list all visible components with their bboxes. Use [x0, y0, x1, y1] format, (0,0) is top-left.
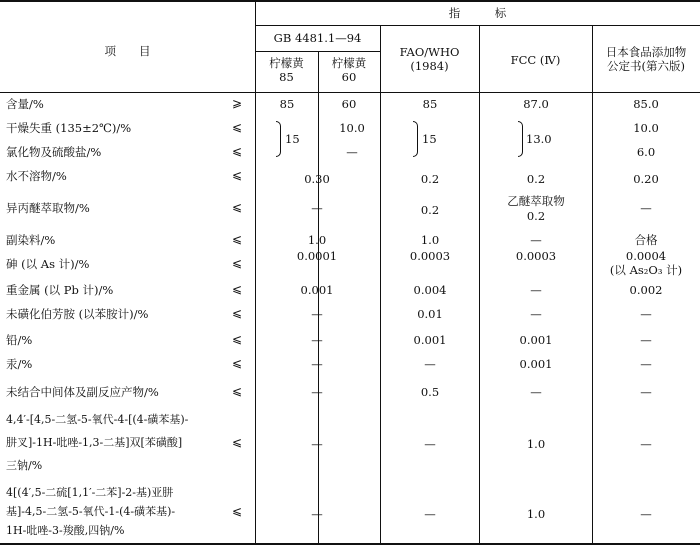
cell-fao: —	[424, 437, 436, 451]
cell-gb: 0.30	[304, 172, 330, 186]
header-lemon85	[255, 56, 318, 84]
cell-jp: —	[640, 385, 652, 399]
table-rule	[479, 25, 480, 545]
cell-fao: 15	[422, 132, 437, 146]
row-symbol: ⩽	[232, 384, 243, 398]
row-label: 未磺化伯芳胺 (以苯胺计)/%	[6, 307, 149, 321]
row-label-line1: 4[(4′,5-二硫[1,1′-二苯]-2-基)亚肼	[6, 486, 174, 499]
row-label: 副染料/%	[6, 233, 56, 247]
row-label-line2: 基]-4,5-二氢-5-氧代-1-(4-磺苯基)-	[6, 505, 176, 518]
row-symbol: ⩽	[232, 435, 243, 449]
cell-gb: —	[311, 307, 323, 321]
cell-fcc-line1: 乙醚萃取物	[507, 194, 565, 208]
cell-gb60: —	[346, 145, 358, 159]
cell-gb: 0.001	[300, 283, 334, 297]
row-symbol: ⩽	[232, 232, 243, 246]
cell-gb: —	[311, 201, 323, 215]
cell-jp: —	[640, 437, 652, 451]
row-label-line2: 肼叉]-1H-吡唑-1,3-二基]双[苯磺酸]	[6, 436, 183, 449]
row-label-line3: 三钠/%	[6, 459, 43, 472]
row-label: 砷 (以 As 计)/%	[6, 257, 90, 271]
row-label: 重金属 (以 Pb 计)/%	[6, 283, 114, 297]
cell-gb: —	[311, 385, 323, 399]
cell-jp-line2: (以 As₂O₃ 计)	[609, 263, 683, 277]
cell-fcc: 1.0	[526, 437, 546, 451]
cell-fao: —	[424, 357, 436, 371]
cell-fao: 0.001	[413, 333, 447, 347]
row-label: 氯化物及硫酸盐/%	[6, 145, 102, 159]
header-lemon85-line1: 柠檬黄	[269, 56, 304, 70]
cell-jp: 6.0	[636, 145, 656, 159]
cell-gb: —	[311, 333, 323, 347]
header-item: 项 目	[104, 44, 151, 58]
cell-jp: 0.002	[629, 283, 663, 297]
header-fao-line2: (1984)	[410, 59, 449, 73]
header-lemon85-line2: 85	[279, 70, 294, 84]
row-label: 铅/%	[6, 333, 33, 347]
cell-fcc-line2: 0.2	[526, 209, 546, 223]
header-lemon60	[318, 56, 380, 84]
header-index: 指 标	[448, 6, 507, 20]
row-label: 干燥失重 (135±2℃)/%	[6, 121, 132, 135]
cell-gb: 1.0	[307, 233, 327, 247]
header-jp-line1: 日本食品添加物	[605, 45, 687, 59]
cell-jp: 85.0	[633, 97, 659, 111]
row-symbol: ⩽	[232, 200, 243, 214]
cell-fcc: 13.0	[526, 132, 552, 146]
cell-fao: 0.5	[420, 385, 440, 399]
cell-fcc: 0.2	[526, 172, 546, 186]
cell-fao: 0.0003	[409, 249, 451, 263]
cell-jp: 合格	[634, 233, 658, 247]
row-symbol: ⩽	[232, 144, 243, 158]
cell-fao: 1.0	[420, 233, 440, 247]
cell-fao: 0.2	[420, 203, 440, 217]
row-symbol: ⩽	[232, 256, 243, 270]
row-symbol: ⩾	[232, 96, 243, 110]
row-label-line3: 1H-吡唑-3-羧酸,四钠/%	[6, 524, 125, 537]
cell-jp-line1: 0.0004	[625, 249, 667, 263]
cell-gb85: 15	[285, 132, 300, 146]
cell-jp: —	[640, 507, 652, 521]
cell-gb: —	[311, 507, 323, 521]
row-label-line1: 4,4′-[4,5-二氢-5-氧代-4-[(4-磺苯基)-	[6, 413, 189, 426]
header-jp	[592, 45, 700, 73]
header-jp-line2: 公定书(第六版)	[607, 59, 685, 73]
row-label: 异丙醚萃取物/%	[6, 201, 90, 215]
row-symbol: ⩽	[232, 356, 243, 370]
cell-fcc: 1.0	[526, 507, 546, 521]
cell-fao: 0.01	[417, 307, 443, 321]
cell-fao: 85	[422, 97, 438, 111]
cell-gb: —	[311, 437, 323, 451]
cell-fcc: 0.001	[519, 357, 553, 371]
table-rule	[255, 25, 700, 26]
cell-fcc: 0.001	[519, 333, 553, 347]
row-label: 汞/%	[6, 357, 33, 371]
header-fao-line1: FAO/WHO	[399, 45, 460, 59]
cell-jp: —	[640, 201, 652, 215]
cell-fcc: 0.0003	[515, 249, 557, 263]
row-symbol: ⩽	[232, 332, 243, 346]
cell-gb: 0.0001	[296, 249, 338, 263]
merge-brace	[518, 121, 523, 157]
cell-gb85: 85	[279, 97, 295, 111]
cell-fao: —	[424, 507, 436, 521]
cell-fcc: 87.0	[523, 97, 549, 111]
table-rule	[318, 51, 319, 545]
table-rule	[0, 92, 700, 93]
row-symbol: ⩽	[232, 504, 243, 518]
cell-gb60: 60	[341, 97, 357, 111]
table-rule	[592, 25, 593, 545]
row-symbol: ⩽	[232, 120, 243, 134]
cell-jp: —	[640, 307, 652, 321]
cell-fcc: —	[530, 307, 542, 321]
row-symbol: ⩽	[232, 168, 243, 182]
cell-fao: 0.2	[420, 172, 440, 186]
header-fao	[380, 45, 479, 73]
row-label: 水不溶物/%	[6, 169, 67, 183]
cell-fcc: —	[530, 233, 542, 247]
row-symbol: ⩽	[232, 306, 243, 320]
cell-fcc: —	[530, 283, 542, 297]
merge-brace	[276, 121, 281, 157]
cell-gb60: 10.0	[339, 121, 365, 135]
header-lemon60-line1: 柠檬黄	[331, 56, 367, 70]
cell-jp: 0.20	[633, 172, 659, 186]
merge-brace	[413, 121, 418, 157]
row-symbol: ⩽	[232, 282, 243, 296]
cell-fao: 0.004	[413, 283, 447, 297]
header-fcc: FCC (Ⅳ)	[510, 53, 561, 67]
header-gb: GB 4481.1—94	[273, 31, 362, 45]
row-label: 含量/%	[6, 97, 44, 111]
cell-jp: —	[640, 333, 652, 347]
table-rule	[380, 25, 381, 545]
cell-jp: 10.0	[633, 121, 659, 135]
row-label: 未结合中间体及副反应产物/%	[6, 385, 159, 399]
header-lemon60-line2: 60	[341, 70, 357, 84]
cell-fcc: —	[530, 385, 542, 399]
cell-jp: —	[640, 357, 652, 371]
table-top-rule	[0, 0, 700, 2]
cell-gb: —	[311, 357, 323, 371]
